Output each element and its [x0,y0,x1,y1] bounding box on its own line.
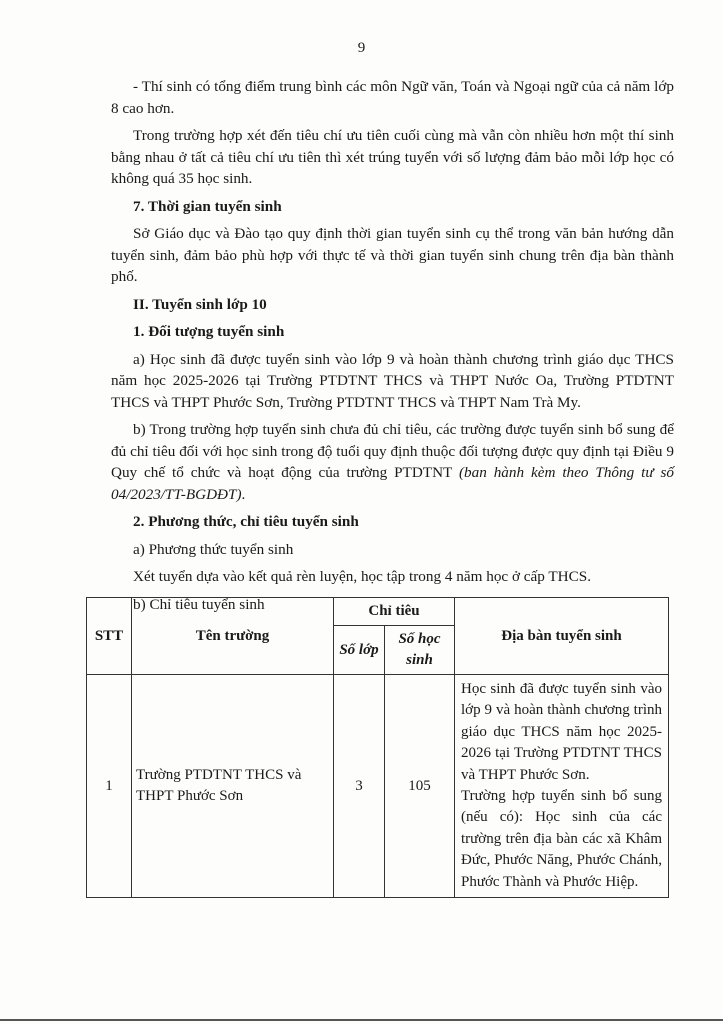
label-method: a) Phương thức tuyển sinh [133,540,294,558]
header-area: Địa bàn tuyển sinh [455,598,669,675]
header-classes: Số lớp [334,626,385,675]
paragraph-eligible-b-text: b) Trong trường hợp tuyển sinh chưa đủ chỉ tiêu, các trường được tuyển sinh bổ sung để đủ chỉ tiêu đối với học sinh trong độ tuổi quy định thuộc đối tượng được quy định tại Điều 9 Quy chế tổ chức và hoạt động của trường PTDTNT [111,421,674,481]
header-quota: Chỉ tiêu [334,598,455,626]
cell-classes: 3 [334,675,385,898]
paragraph-eligible-b-citation: (ban hành kèm theo Thông tư số 04/2023/TT-BGDĐT) [111,464,675,503]
heading-eligible-candidates: 1. Đối tượng tuyển sinh [133,323,285,340]
heading-admission-time: 7. Thời gian tuyển sinh [133,197,282,215]
header-students: Số học sinh [385,626,455,675]
paragraph-method: Xét tuyển dựa vào kết quả rèn luyện, học tập trong 4 năm học ở cấp THCS. [133,568,591,585]
heading-method-quota: 2. Phương thức, chỉ tiêu tuyển sinh [133,513,359,530]
footer-rule [0,1019,723,1021]
paragraph-eligible-b-end: . [241,485,246,503]
document-body [111,76,674,621]
heading-grade-10: II. Tuyển sinh lớp 10 [133,295,267,313]
cell-area [455,675,669,898]
table-row [87,675,669,898]
cell-stt: 1 [87,675,132,898]
quota-table [86,597,669,898]
paragraph-tiebreak: Trong trường hợp xét đến tiêu chí ưu tiên cuối cùng mà vẫn còn nhiều hơn một thí sinh bằng nhau ở tất cả tiêu chí ưu tiên thì xét trúng tuyển với số lượng đảm bảo mỗi lớp học có không quá 35 học sinh. [111,127,674,187]
header-school-name: Tên trường [132,598,334,675]
paragraph-admission-time: Sở Giáo dục và Đào tạo quy định thời gian tuyển sinh cụ thể trong văn bản hướng dẫn tuyển sinh, đảm bảo phù hợp với thực tế và thời gian tuyển sinh chung trên địa bàn thành phố. [111,225,674,285]
cell-students: 105 [385,675,455,898]
page-number: 9 [357,40,366,56]
cell-area-primary: Học sinh đã được tuyển sinh vào lớp 9 và hoàn thành chương trình giáo dục THCS năm học 2025-2026 tại Trường PTDTNT THCS và THPT Phước Sơn. [461,681,662,783]
cell-school-name: Trường PTDTNT THCS và THPT Phước Sơn [132,675,334,898]
header-stt: STT [87,598,132,675]
paragraph-eligible-a: a) Học sinh đã được tuyển sinh vào lớp 9 và hoàn thành chương trình giáo dục THCS năm học 2025-2026 tại Trường PTDTNT THCS và THPT Nước Oa, Trường PTDTNT THCS và THPT Phước Sơn, Trường PTDTNT THCS và THPT Nam Trà My. [111,350,674,411]
paragraph-criteria: - Thí sinh có tổng điểm trung bình các môn Ngữ văn, Toán và Ngoại ngữ của cả năm lớp 8 cao hơn. [111,78,674,117]
paragraph-eligible-b [111,419,674,505]
label-quota: b) Chỉ tiêu tuyển sinh [133,595,265,613]
cell-area-supplementary: Trường hợp tuyển sinh bổ sung (nếu có): Học sinh của các trường trên địa bàn các xã Khâm Đức, Phước Năng, Phước Chánh, Phước Thành và Phước Hiệp. [461,788,662,890]
